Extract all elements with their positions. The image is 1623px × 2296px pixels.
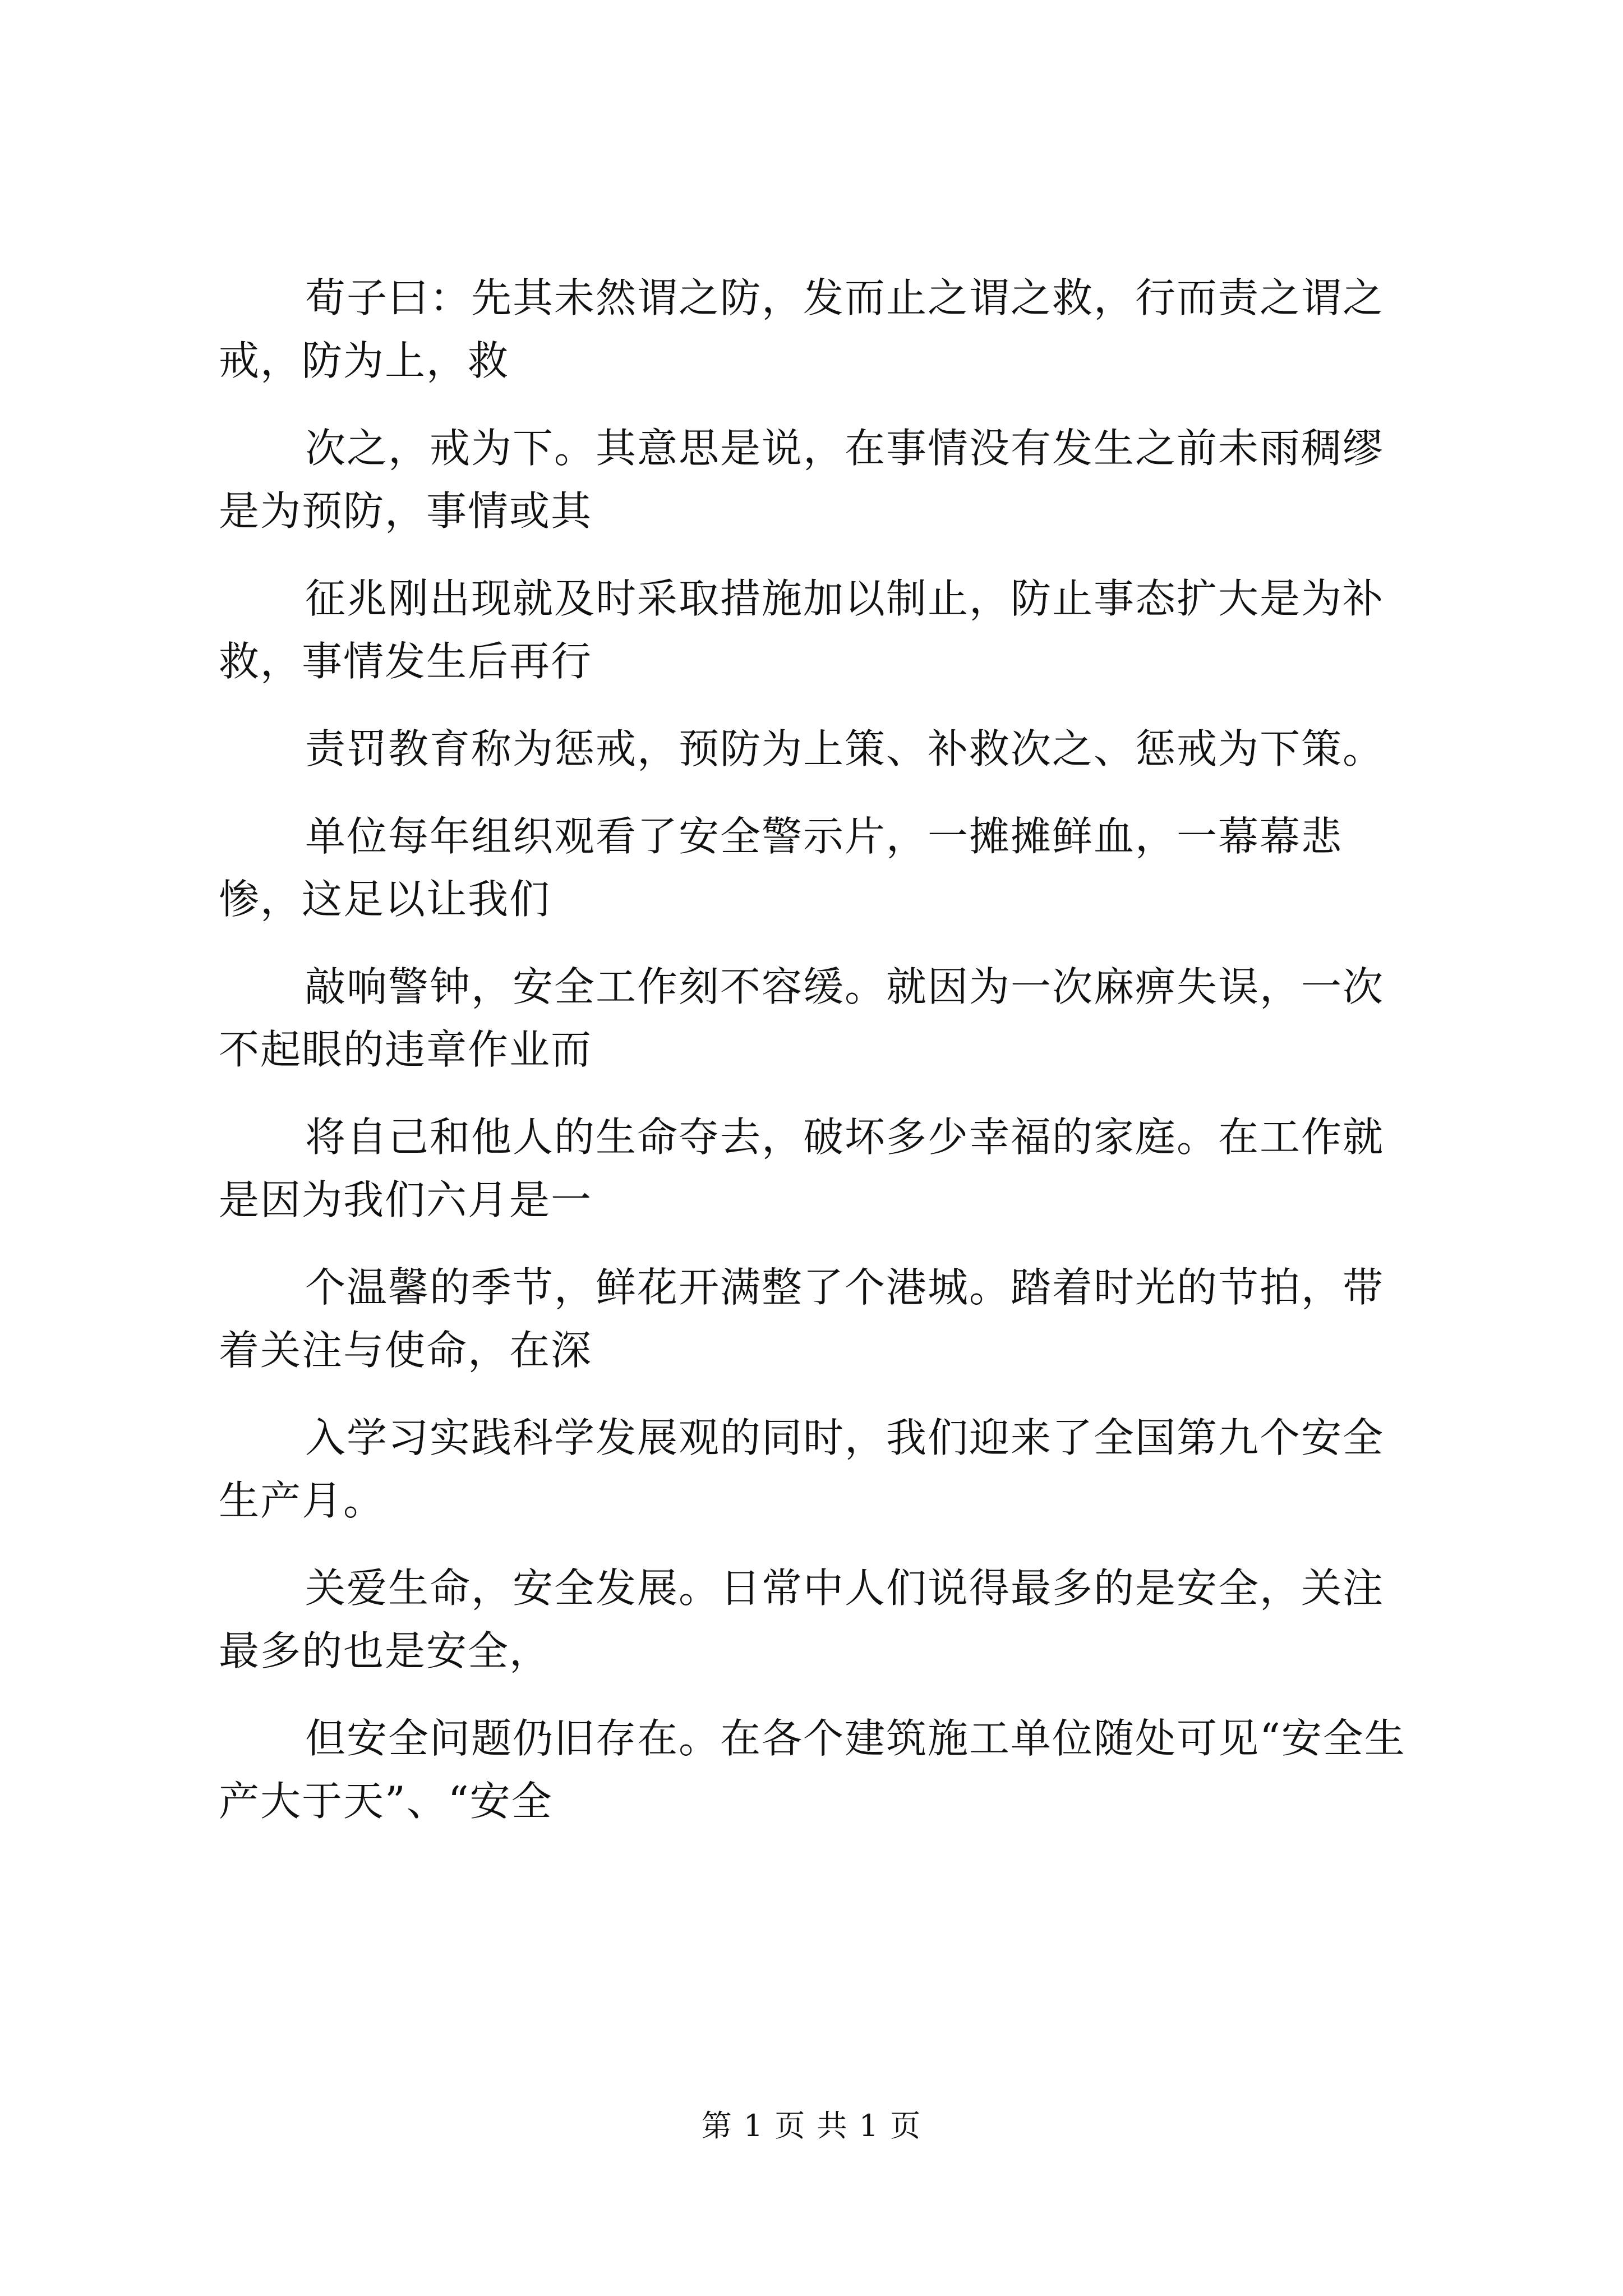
paragraph: 个温馨的季节，鲜花开满整了个港城。踏着时光的节拍，带着关注与使命，在深 <box>219 1264 1385 1374</box>
paragraph: 征兆刚出现就及时采取措施加以制止，防止事态扩大是为补救，事情发生后再行 <box>219 575 1385 685</box>
paragraph: 入学习实践科学发展观的同时，我们迎来了全国第九个安全生产月。 <box>219 1414 1385 1524</box>
paragraph: 单位每年组织观看了安全警示片，一摊摊鲜血，一幕幕悲惨，这足以让我们 <box>219 813 1343 923</box>
paragraph: 将自己和他人的生命夺去，破坏多少幸福的家庭。在工作就是因为我们六月是一 <box>219 1114 1385 1223</box>
paragraph: 关爱生命，安全发展。日常中人们说得最多的是安全，关注最多的也是安全， <box>219 1565 1385 1674</box>
paragraph: 敲响警钟，安全工作刻不容缓。就因为一次麻痹失误，一次不起眼的违章作业而 <box>219 963 1385 1073</box>
paragraph: 次之，戒为下。其意思是说，在事情没有发生之前未雨稠缪是为预防，事情或其 <box>219 425 1385 535</box>
document-body <box>219 266 1424 1857</box>
paragraph: 但安全问题仍旧存在。在各个建筑施工单位随处可见“安全生产大于天”、“安全 <box>219 1715 1406 1825</box>
page-footer: 第 1 页 共 1 页 <box>701 2108 922 2143</box>
paragraph: 荀子曰：先其未然谓之防，发而止之谓之救，行而责之谓之戒，防为上，救 <box>219 274 1385 384</box>
paragraph: 责罚教育称为惩戒，预防为上策、补救次之、惩戒为下策。 <box>305 725 1385 772</box>
